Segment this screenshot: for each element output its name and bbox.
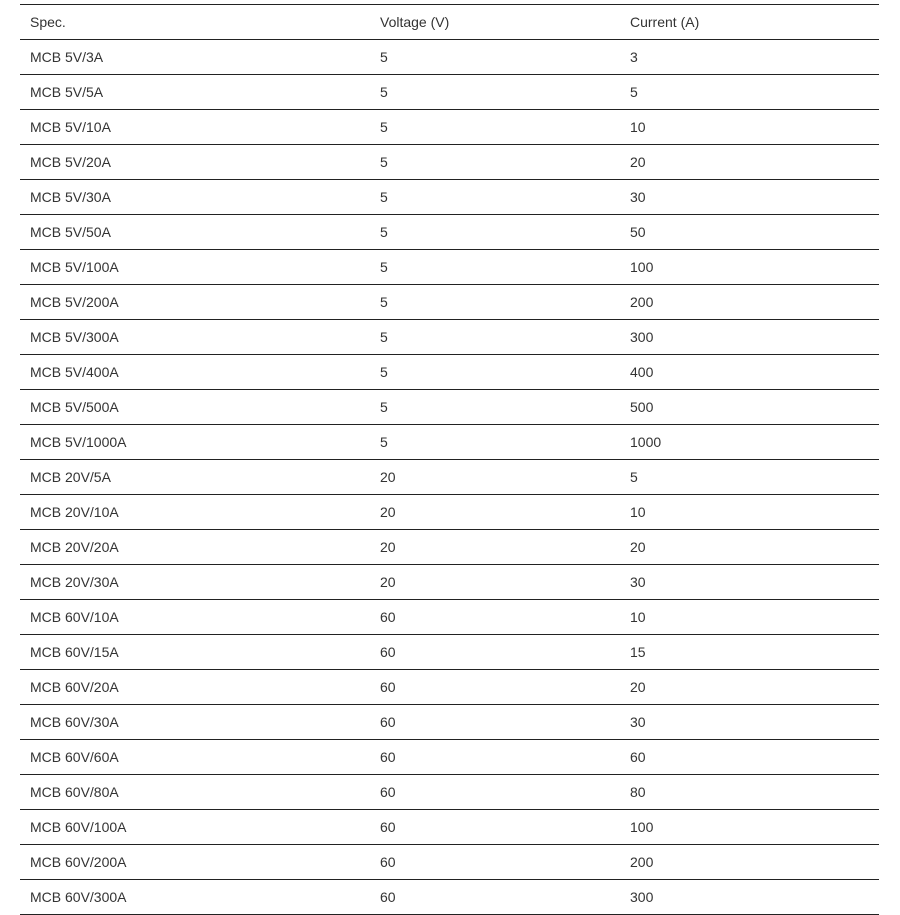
cell-voltage: 5 (370, 75, 620, 110)
cell-voltage: 5 (370, 285, 620, 320)
cell-current: 300 (620, 320, 879, 355)
cell-spec: MCB 5V/100A (20, 250, 370, 285)
table-row (20, 880, 879, 915)
cell-spec: MCB 20V/30A (20, 565, 370, 600)
cell-spec: MCB 20V/20A (20, 530, 370, 565)
cell-voltage: 5 (370, 145, 620, 180)
table-row (20, 810, 879, 845)
table-header (20, 5, 879, 40)
cell-voltage: 20 (370, 565, 620, 600)
cell-current: 10 (620, 600, 879, 635)
cell-current: 20 (620, 145, 879, 180)
cell-spec: MCB 5V/200A (20, 285, 370, 320)
cell-voltage: 60 (370, 670, 620, 705)
table-row (20, 530, 879, 565)
table-row (20, 635, 879, 670)
cell-voltage: 60 (370, 635, 620, 670)
cell-voltage: 5 (370, 180, 620, 215)
header-current: Current (A) (620, 5, 879, 40)
cell-voltage: 5 (370, 250, 620, 285)
cell-voltage: 5 (370, 40, 620, 75)
cell-spec: MCB 60V/200A (20, 845, 370, 880)
cell-voltage: 60 (370, 600, 620, 635)
cell-current: 3 (620, 40, 879, 75)
table-row (20, 250, 879, 285)
cell-current: 200 (620, 285, 879, 320)
header-row (20, 5, 879, 40)
table-row (20, 495, 879, 530)
table-row (20, 40, 879, 75)
cell-current: 30 (620, 180, 879, 215)
table-row (20, 145, 879, 180)
table-row (20, 600, 879, 635)
cell-current: 200 (620, 845, 879, 880)
cell-spec: MCB 60V/80A (20, 775, 370, 810)
cell-spec: MCB 60V/20A (20, 670, 370, 705)
table-row (20, 75, 879, 110)
cell-current: 300 (620, 880, 879, 915)
cell-spec: MCB 60V/10A (20, 600, 370, 635)
cell-voltage: 5 (370, 355, 620, 390)
cell-voltage: 5 (370, 215, 620, 250)
cell-spec: MCB 60V/30A (20, 705, 370, 740)
table-row (20, 215, 879, 250)
cell-spec: MCB 5V/10A (20, 110, 370, 145)
cell-voltage: 20 (370, 530, 620, 565)
cell-current: 20 (620, 670, 879, 705)
cell-spec: MCB 20V/5A (20, 460, 370, 495)
cell-spec: MCB 60V/100A (20, 810, 370, 845)
header-voltage: Voltage (V) (370, 5, 620, 40)
table-row (20, 390, 879, 425)
cell-current: 500 (620, 390, 879, 425)
cell-current: 1000 (620, 425, 879, 460)
table-row (20, 845, 879, 880)
table-row (20, 285, 879, 320)
cell-voltage: 5 (370, 320, 620, 355)
cell-current: 5 (620, 460, 879, 495)
table-row (20, 705, 879, 740)
cell-current: 10 (620, 110, 879, 145)
cell-spec: MCB 5V/1000A (20, 425, 370, 460)
cell-current: 400 (620, 355, 879, 390)
cell-current: 10 (620, 495, 879, 530)
table-row (20, 565, 879, 600)
cell-current: 5 (620, 75, 879, 110)
cell-current: 15 (620, 635, 879, 670)
cell-spec: MCB 5V/500A (20, 390, 370, 425)
table-row (20, 425, 879, 460)
table-row (20, 670, 879, 705)
cell-current: 60 (620, 740, 879, 775)
cell-voltage: 60 (370, 845, 620, 880)
table-row (20, 460, 879, 495)
cell-spec: MCB 5V/20A (20, 145, 370, 180)
spec-table (20, 4, 879, 915)
cell-voltage: 60 (370, 740, 620, 775)
table-row (20, 740, 879, 775)
cell-voltage: 60 (370, 775, 620, 810)
table-body (20, 40, 879, 915)
cell-voltage: 60 (370, 880, 620, 915)
cell-current: 20 (620, 530, 879, 565)
cell-spec: MCB 5V/400A (20, 355, 370, 390)
table-row (20, 320, 879, 355)
table-row (20, 355, 879, 390)
cell-current: 50 (620, 215, 879, 250)
cell-voltage: 5 (370, 110, 620, 145)
cell-voltage: 5 (370, 390, 620, 425)
cell-spec: MCB 60V/300A (20, 880, 370, 915)
cell-voltage: 20 (370, 460, 620, 495)
cell-spec: MCB 5V/3A (20, 40, 370, 75)
cell-current: 80 (620, 775, 879, 810)
cell-spec: MCB 60V/15A (20, 635, 370, 670)
cell-spec: MCB 5V/5A (20, 75, 370, 110)
header-spec: Spec. (20, 5, 370, 40)
cell-voltage: 20 (370, 495, 620, 530)
table-row (20, 775, 879, 810)
cell-current: 100 (620, 810, 879, 845)
table-row (20, 110, 879, 145)
cell-spec: MCB 60V/60A (20, 740, 370, 775)
cell-current: 30 (620, 705, 879, 740)
cell-current: 30 (620, 565, 879, 600)
cell-voltage: 60 (370, 705, 620, 740)
cell-spec: MCB 5V/300A (20, 320, 370, 355)
cell-spec: MCB 5V/50A (20, 215, 370, 250)
cell-voltage: 5 (370, 425, 620, 460)
table-row (20, 180, 879, 215)
cell-spec: MCB 5V/30A (20, 180, 370, 215)
cell-current: 100 (620, 250, 879, 285)
cell-voltage: 60 (370, 810, 620, 845)
cell-spec: MCB 20V/10A (20, 495, 370, 530)
